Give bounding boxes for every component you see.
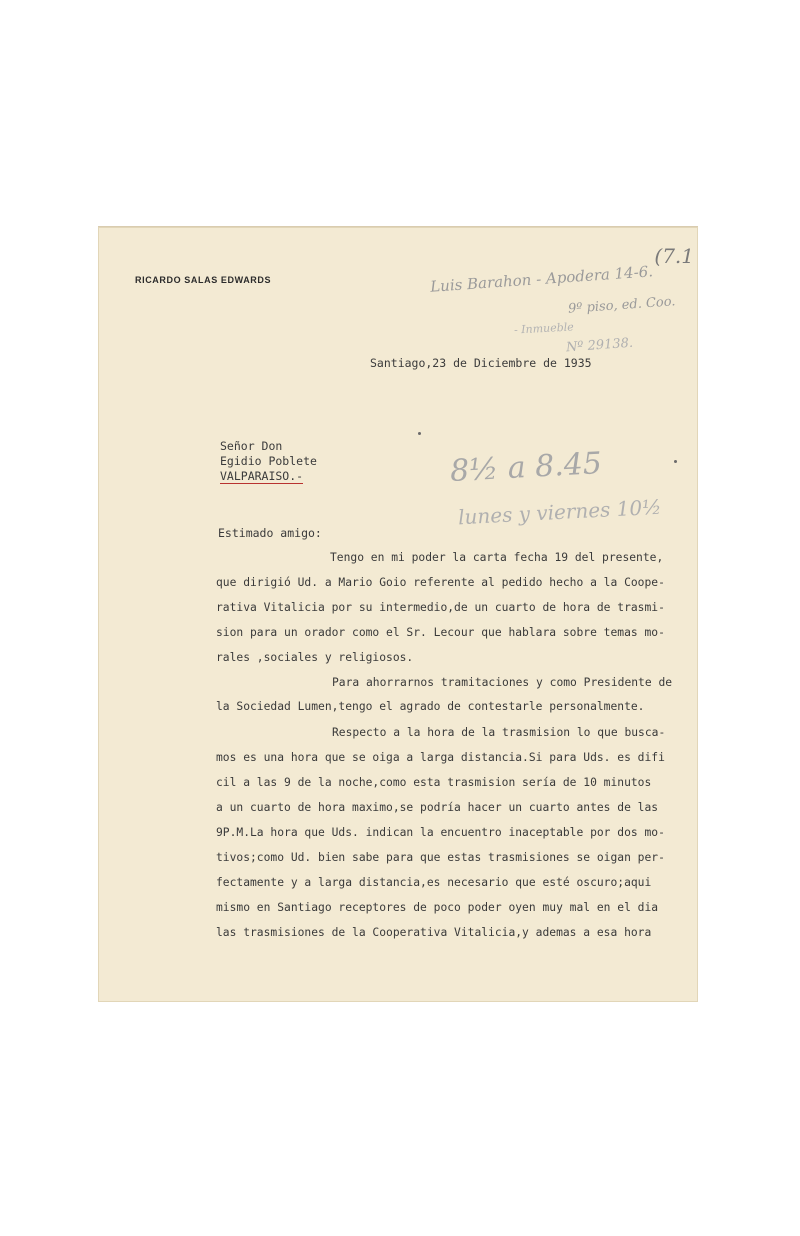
body-line: Tengo en mi poder la carta fecha 19 del presente, bbox=[330, 551, 664, 564]
recipient-line-2: Egidio Poblete bbox=[220, 454, 317, 468]
pencil-note-line-3: - Inmueble bbox=[513, 320, 575, 337]
body-line: las trasmisiones de la Cooperativa Vitalicia,y ademas a esa hora bbox=[216, 926, 652, 939]
letterhead: RICARDO SALAS EDWARDS bbox=[135, 275, 272, 285]
body-line: mos es una hora que se oiga a larga distancia.Si para Uds. es difi bbox=[216, 751, 665, 764]
body-line: a un cuarto de hora maximo,se podría hacer un cuarto antes de las bbox=[216, 801, 659, 814]
body-line: rativa Vitalicia por su intermedio,de un cuarto de hora de trasmi- bbox=[216, 601, 665, 614]
pencil-note-line-1: Luis Barahon - Apodera 14-6. bbox=[429, 262, 654, 296]
body-line: rales ,sociales y religiosos. bbox=[216, 651, 414, 664]
body-line: la Sociedad Lumen,tengo el agrado de contestarle personalmente. bbox=[216, 700, 645, 713]
body-line: cil a las 9 de la noche,como esta trasmision sería de 10 minutos bbox=[216, 776, 652, 789]
body-line: fectamente y a larga distancia,es necesario que esté oscuro;aqui bbox=[216, 876, 652, 889]
ink-dot bbox=[674, 460, 677, 463]
body-line: tivos;como Ud. bien sabe para que estas trasmisiones se oigan per- bbox=[216, 851, 665, 864]
recipient-line-1: Señor Don bbox=[220, 439, 283, 453]
body-line: sion para un orador como el Sr. Lecour que hablara sobre temas mo- bbox=[216, 626, 665, 639]
reference-mark: (7.1 bbox=[654, 244, 694, 268]
pencil-note-line-2: 9º piso, ed. Coo. bbox=[567, 294, 676, 317]
body-line: Para ahorrarnos tramitaciones y como Presidente de bbox=[332, 676, 673, 689]
ink-dot bbox=[418, 432, 421, 435]
date-line: Santiago,23 de Diciembre de 1935 bbox=[370, 356, 592, 370]
pencil-time-line-2: lunes y viernes 10½ bbox=[457, 494, 663, 530]
body-line: mismo en Santiago receptores de poco poder oyen muy mal en el dia bbox=[216, 901, 659, 914]
pencil-time-line-1: 8½ a 8.45 bbox=[449, 446, 603, 489]
body-line: Respecto a la hora de la trasmision lo que busca- bbox=[332, 726, 666, 739]
body-line: 9P.M.La hora que Uds. indican la encuentro inaceptable por dos mo- bbox=[216, 826, 665, 839]
salutation: Estimado amigo: bbox=[218, 526, 322, 540]
pencil-note-line-4: Nº 29138. bbox=[565, 335, 634, 356]
recipient-line-3: VALPARAISO.- bbox=[220, 469, 304, 483]
body-line: que dirigió Ud. a Mario Goio referente al pedido hecho a la Coope- bbox=[216, 576, 665, 589]
